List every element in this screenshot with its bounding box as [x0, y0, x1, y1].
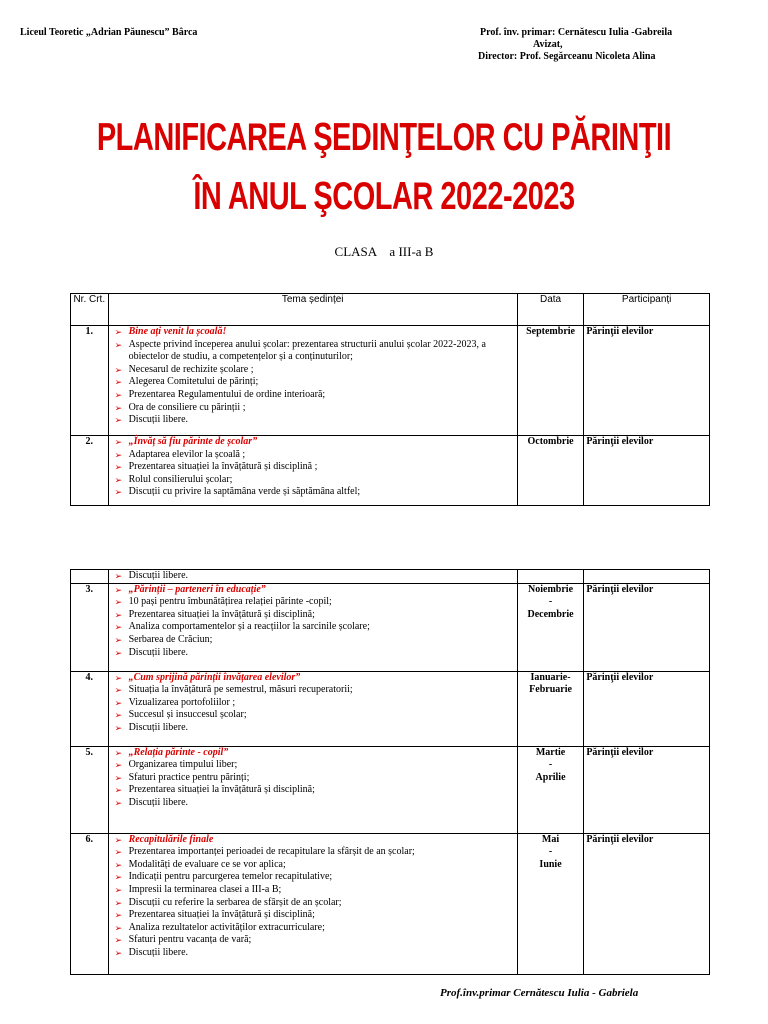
arrow-bullet-icon: ➢ [114, 834, 123, 845]
row-participants: Părinţii elevilor [584, 583, 710, 671]
arrow-bullet-icon: ➢ [114, 772, 123, 783]
row-date: Noiembrie - Decembrie [517, 583, 584, 671]
list-item: ➢ Situația la învățătură pe semestrul, măsuri recuperatorii; [114, 684, 353, 696]
arrow-bullet-icon: ➢ [114, 402, 123, 413]
list-item: ➢ Serbarea de Crăciun; [114, 633, 213, 645]
list-item: ➢ Discuții libere. [114, 796, 189, 808]
row-date: Septembrie [517, 326, 584, 436]
list-item: ➢ Sfaturi practice pentru părinți; [114, 771, 250, 783]
arrow-bullet-icon: ➢ [114, 910, 123, 921]
director-name: Director: Prof. Segărceanu Nicoleta Alina [478, 51, 656, 62]
arrow-bullet-icon: ➢ [114, 622, 123, 633]
list-item: ➢ Prezentarea situației la învățătură și disciplină; [114, 784, 315, 796]
list-item-title: ➢ „Învăț să fiu părinte de școlar” [114, 436, 258, 447]
table-row [71, 833, 710, 974]
arrow-bullet-icon: ➢ [114, 364, 123, 375]
list-item: ➢ Analiza rezultatelor activităților extracurriculare; [114, 921, 325, 933]
list-item-title: ➢ „Cum sprijină părinții învățarea elevilor” [114, 671, 301, 683]
list-item: ➢ Ora de consiliere cu părinții ; [114, 401, 246, 413]
row-participants: Părinţii elevilor [584, 833, 710, 974]
arrow-bullet-icon: ➢ [114, 389, 123, 400]
row-participants: Părinţii elevilor [584, 746, 710, 833]
table-row [71, 326, 710, 436]
table-row [71, 746, 710, 833]
list-item: ➢ Sfaturi pentru vacanța de vară; [114, 934, 252, 946]
row-topic [108, 833, 517, 974]
col-tema-header: Tema ședinței [108, 294, 517, 326]
arrow-bullet-icon: ➢ [114, 487, 123, 498]
arrow-bullet-icon: ➢ [114, 571, 123, 581]
list-item: ➢ Vizualizarea portofoliilor ; [114, 696, 236, 708]
list-item-title: ➢ Recapitulările finale [114, 833, 214, 845]
list-item-title: ➢ Bine ați venit la școală! [114, 326, 227, 337]
arrow-bullet-icon: ➢ [114, 437, 123, 447]
meetings-table-part2 [70, 569, 710, 975]
arrow-bullet-icon: ➢ [114, 785, 123, 796]
list-item: ➢ Indicații pentru parcurgerea temelor recapitulative; [114, 871, 333, 883]
arrow-bullet-icon: ➢ [114, 462, 123, 473]
table-header-row [71, 294, 710, 326]
list-item: ➢ Organizarea timpului liber; [114, 759, 238, 771]
row-number: 2. [71, 436, 109, 506]
arrow-bullet-icon: ➢ [114, 597, 123, 608]
list-item-title: ➢ „Părinții – parteneri în educație” [114, 583, 266, 595]
arrow-bullet-icon: ➢ [114, 872, 123, 883]
row-date: Martie - Aprilie [517, 746, 584, 833]
list-item: ➢ Prezentarea situației la învățătură și disciplină; [114, 909, 315, 921]
row-number: 5. [71, 746, 109, 833]
row-number: 6. [71, 833, 109, 974]
footer-signature: Prof.înv.primar Cernătescu Iulia - Gabriela [440, 987, 639, 999]
arrow-bullet-icon: ➢ [114, 634, 123, 645]
list-item: ➢ Aspecte privind începerea anului școlar: prezentarea structurii anului școlar 2022-2023, a obiectelor de studiu, a competențelor și a conținuturilor; [114, 338, 486, 363]
row-topic [108, 436, 517, 506]
arrow-bullet-icon: ➢ [114, 672, 123, 683]
arrow-bullet-icon: ➢ [114, 474, 123, 485]
list-item: ➢ Modalități de evaluare ce se vor aplica; [114, 858, 286, 870]
arrow-bullet-icon: ➢ [114, 449, 123, 460]
list-item: ➢ Discuții libere. [114, 414, 189, 426]
table-row [71, 436, 710, 506]
arrow-bullet-icon: ➢ [114, 760, 123, 771]
page-title-line1: PLANIFICAREA ŞEDINŢELOR CU PĂRINŢII [96, 116, 672, 160]
list-item: ➢ Discuții libere. [114, 946, 189, 958]
class-label: CLASA a III-a B [334, 244, 434, 259]
teacher-name: Prof. înv. primar: Cernătescu Iulia -Gabreila [480, 27, 673, 38]
list-item: ➢ Discuții libere. [114, 646, 189, 658]
arrow-bullet-icon: ➢ [114, 584, 123, 595]
list-item: ➢ Alegerea Comitetului de părinți; [114, 376, 259, 388]
arrow-bullet-icon: ➢ [114, 339, 123, 350]
arrow-bullet-icon: ➢ [114, 935, 123, 946]
arrow-bullet-icon: ➢ [114, 647, 123, 658]
meetings-table-part1 [70, 293, 710, 506]
arrow-bullet-icon: ➢ [114, 377, 123, 388]
list-item: ➢ Prezentarea importanței perioadei de recapitulare la sfârșit de an școlar; [114, 846, 415, 858]
row-date: Octombrie [517, 436, 584, 506]
row-topic [108, 570, 517, 584]
arrow-bullet-icon: ➢ [114, 897, 123, 908]
col-data-header: Data [517, 294, 584, 326]
list-item: ➢ Analiza comportamentelor și a reacțiilor la sarcinile școlare; [114, 621, 370, 633]
list-item: ➢ Discuții libere. [114, 721, 189, 733]
row-participants: Părinţii elevilor [584, 436, 710, 506]
row-topic [108, 746, 517, 833]
col-participants-header: Participanți [584, 294, 710, 326]
approved-label: Avizat, [533, 39, 563, 50]
arrow-bullet-icon: ➢ [114, 609, 123, 620]
col-nr-header: Nr. Crt. [71, 294, 109, 326]
arrow-bullet-icon: ➢ [114, 327, 123, 337]
list-item: ➢ Necesarul de rechizite școlare ; [114, 363, 254, 375]
list-item: ➢ Discuții cu referire la serbarea de sfârșit de an școlar; [114, 896, 342, 908]
row-participants: Părinţii elevilor [584, 326, 710, 436]
row-number: 1. [71, 326, 109, 436]
table-row [71, 583, 710, 671]
arrow-bullet-icon: ➢ [114, 415, 123, 426]
list-item: ➢ Discuții cu privire la saptămâna verde și săptămâna altfel; [114, 486, 361, 498]
arrow-bullet-icon: ➢ [114, 922, 123, 933]
table-row [71, 671, 710, 746]
list-item: ➢ Discuții libere. [114, 570, 189, 581]
page-title-line2: ÎN ANUL ŞCOLAR 2022-2023 [193, 175, 575, 219]
table-row-continued [71, 570, 710, 584]
list-item: ➢ Prezentarea situației la învățătură și disciplină ; [114, 461, 318, 473]
row-topic [108, 326, 517, 436]
row-number: 4. [71, 671, 109, 746]
list-item: ➢ Prezentarea Regulamentului de ordine interioară; [114, 388, 326, 400]
row-date: Ianuarie- Februarie [517, 671, 584, 746]
row-number: 3. [71, 583, 109, 671]
arrow-bullet-icon: ➢ [114, 710, 123, 721]
list-item: ➢ Adaptarea elevilor la școală ; [114, 448, 246, 460]
arrow-bullet-icon: ➢ [114, 884, 123, 895]
arrow-bullet-icon: ➢ [114, 697, 123, 708]
row-date: Mai - Iunie [517, 833, 584, 974]
arrow-bullet-icon: ➢ [114, 797, 123, 808]
arrow-bullet-icon: ➢ [114, 685, 123, 696]
list-item-title: ➢ „Relația părinte - copil” [114, 746, 229, 758]
arrow-bullet-icon: ➢ [114, 847, 123, 858]
row-topic [108, 671, 517, 746]
list-item: ➢ 10 pași pentru îmbunătățirea relației părinte -copil; [114, 596, 332, 608]
school-name: Liceul Teoretic „Adrian Păunescu” Bârca [20, 27, 198, 38]
list-item: ➢ Succesul și insuccesul școlar; [114, 709, 247, 721]
arrow-bullet-icon: ➢ [114, 947, 123, 958]
arrow-bullet-icon: ➢ [114, 722, 123, 733]
arrow-bullet-icon: ➢ [114, 859, 123, 870]
list-item: ➢ Rolul consilierului școlar; [114, 473, 233, 485]
arrow-bullet-icon: ➢ [114, 747, 123, 758]
list-item: ➢ Prezentarea situației la învățătură și disciplină; [114, 608, 315, 620]
row-participants: Părinţii elevilor [584, 671, 710, 746]
row-topic [108, 583, 517, 671]
list-item: ➢ Impresii la terminarea clasei a III-a B; [114, 883, 282, 895]
